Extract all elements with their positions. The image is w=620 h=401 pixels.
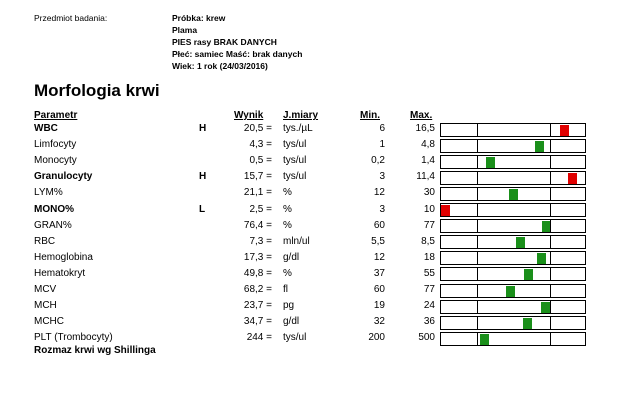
range-marker	[480, 334, 489, 345]
min-value: 1	[379, 139, 385, 151]
max-value: 16,5	[415, 123, 435, 134]
flag-indicator: H	[199, 171, 207, 183]
unit-label: mln/ul	[283, 235, 310, 247]
result-value: 76,4 =	[243, 219, 272, 231]
range-bar	[440, 332, 586, 346]
max-value: 55	[423, 267, 435, 279]
max-value: 18	[423, 251, 435, 263]
column-header-min: Min.	[360, 110, 380, 121]
unit-label: tys/ul	[283, 332, 307, 344]
result-value: 68,2 =	[243, 284, 272, 295]
range-bar	[440, 187, 586, 201]
page-title: Morfologia krwi	[34, 81, 160, 100]
parameter-name: LYM%	[34, 187, 63, 199]
table-row	[0, 219, 620, 235]
range-marker	[568, 173, 577, 184]
range-marker	[506, 286, 515, 297]
min-value: 19	[373, 300, 385, 312]
parameter-name: WBC	[34, 123, 58, 134]
min-value: 60	[373, 219, 385, 231]
min-value: 0,2	[371, 155, 385, 167]
result-value: 2,5 =	[249, 203, 272, 215]
parameter-name: PLT (Trombocyty)	[34, 332, 113, 344]
unit-label: fl	[283, 284, 288, 295]
result-value: 20,5 =	[243, 123, 272, 134]
max-value: 30	[423, 187, 435, 199]
table-row	[0, 283, 620, 299]
min-value: 6	[379, 123, 385, 134]
subject-label: Przedmiot badania:	[34, 13, 108, 23]
min-value: 60	[373, 284, 385, 295]
range-bar	[440, 219, 586, 233]
unit-label: tys/ul	[283, 139, 307, 151]
min-value: 3	[379, 203, 385, 215]
result-value: 21,1 =	[243, 187, 272, 199]
range-bar	[440, 203, 586, 217]
range-marker	[509, 189, 518, 200]
table-row	[0, 138, 620, 154]
max-value: 77	[423, 219, 435, 231]
max-value: 11,4	[416, 171, 435, 183]
range-bar	[440, 155, 586, 169]
parameter-name: MONO%	[34, 203, 74, 215]
range-marker	[523, 318, 532, 329]
parameter-name: GRAN%	[34, 219, 72, 231]
unit-label: %	[283, 203, 292, 215]
max-value: 4,8	[421, 139, 435, 151]
parameter-name: Granulocyty	[34, 171, 93, 183]
min-value: 12	[373, 251, 385, 263]
result-value: 0,5 =	[249, 155, 272, 167]
range-marker	[486, 157, 495, 168]
max-value: 77	[423, 284, 435, 295]
table-row	[0, 315, 620, 331]
parameter-name: MCH	[34, 300, 57, 312]
flag-indicator: H	[199, 123, 207, 134]
range-marker	[537, 253, 546, 264]
result-value: 34,7 =	[243, 316, 272, 328]
parameter-name: MCV	[34, 284, 57, 295]
range-marker	[535, 141, 544, 152]
min-value: 5,5	[371, 235, 385, 247]
range-marker	[541, 302, 550, 313]
result-value: 4,3 =	[249, 139, 272, 151]
range-marker	[542, 221, 551, 232]
result-value: 7,3 =	[249, 235, 272, 247]
table-row	[0, 186, 620, 202]
max-value: 36	[423, 316, 435, 328]
result-value: 49,8 =	[243, 267, 272, 279]
result-value: 15,7 =	[243, 171, 272, 183]
age-info: Wiek: 1 rok (24/03/2016)	[172, 61, 268, 71]
shilling-smear-title: Rozmaz krwi wg Shillinga	[34, 345, 156, 356]
parameter-name: Hemoglobina	[34, 251, 93, 263]
table-row	[0, 267, 620, 283]
column-header-unit: J.miary	[283, 110, 319, 121]
table-row	[0, 299, 620, 315]
max-value: 10	[423, 203, 435, 215]
min-value: 32	[373, 316, 385, 328]
parameter-name: Monocyty	[34, 155, 77, 167]
range-bar	[440, 251, 586, 265]
parameter-name: RBC	[34, 235, 56, 247]
min-value: 37	[373, 267, 385, 279]
range-bar	[440, 316, 586, 330]
max-value: 1,4	[421, 155, 435, 167]
result-value: 244 =	[246, 332, 272, 344]
range-bar	[440, 123, 586, 137]
unit-label: g/dl	[283, 251, 300, 263]
parameter-name: Limfocyty	[34, 139, 77, 151]
table-row	[0, 203, 620, 219]
range-marker	[516, 237, 525, 248]
range-bar	[440, 171, 586, 185]
range-marker	[524, 269, 533, 280]
flag-indicator: L	[199, 203, 206, 215]
parameter-name: Hematokryt	[34, 267, 86, 279]
range-bar	[440, 235, 586, 249]
column-header-parameter: Parametr	[34, 110, 78, 121]
sample-type: Plama	[172, 25, 198, 35]
unit-label: tys/ul	[283, 155, 307, 167]
max-value: 8,5	[421, 235, 435, 247]
result-value: 17,3 =	[243, 251, 272, 263]
unit-label: pg	[283, 300, 295, 312]
min-value: 12	[373, 187, 385, 199]
range-bar	[440, 300, 586, 314]
range-marker	[560, 125, 569, 136]
animal-info: PIES rasy BRAK DANYCH	[172, 37, 277, 47]
parameter-name: MCHC	[34, 316, 64, 328]
unit-label: tys./µL	[283, 123, 313, 134]
range-bar	[440, 267, 586, 281]
table-row	[0, 235, 620, 251]
unit-label: %	[283, 267, 292, 279]
range-marker	[441, 205, 450, 216]
min-value: 3	[379, 171, 385, 183]
range-bar	[440, 139, 586, 153]
unit-label: %	[283, 219, 292, 231]
unit-label: tys/ul	[283, 171, 307, 183]
column-header-max: Max.	[410, 110, 433, 121]
table-row	[0, 154, 620, 170]
unit-label: %	[283, 187, 292, 199]
table-row	[0, 122, 620, 138]
column-header-result: Wynik	[234, 110, 264, 121]
unit-label: g/dl	[283, 316, 300, 328]
table-row	[0, 170, 620, 186]
max-value: 24	[423, 300, 435, 312]
sample-label: Próbka: krew	[172, 13, 226, 23]
sex-color-info: Płeć: samiec Maść: brak danych	[172, 49, 303, 59]
range-bar	[440, 284, 586, 298]
table-row	[0, 251, 620, 267]
max-value: 500	[418, 332, 435, 344]
result-value: 23,7 =	[243, 300, 272, 312]
min-value: 200	[368, 332, 385, 344]
